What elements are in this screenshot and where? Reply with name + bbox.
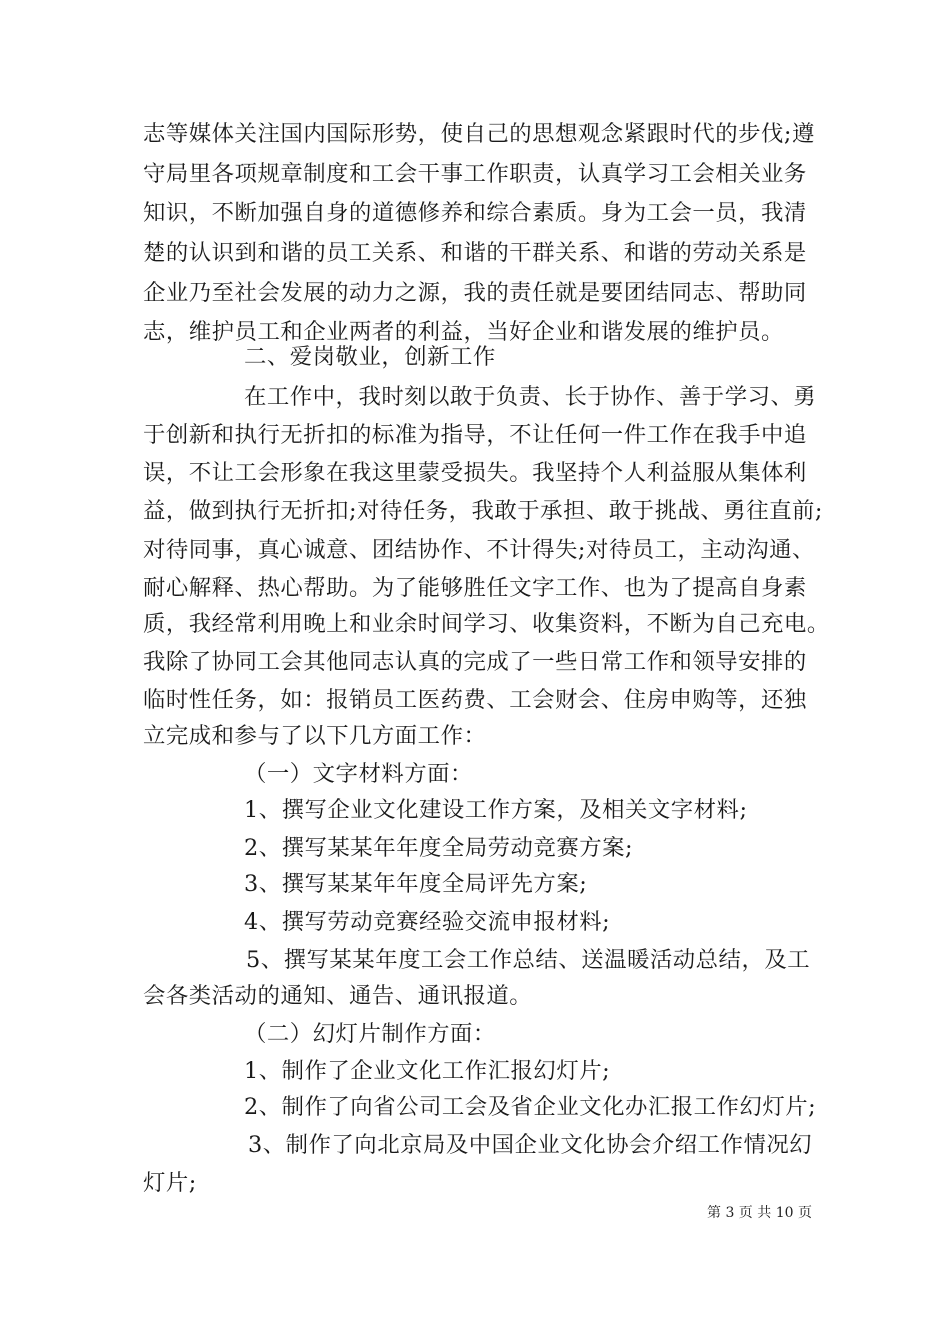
text-line: 误，不让工会形象在我这里蒙受损失。我坚持个人利益服从集体利: [143, 460, 807, 486]
text-line: 耐心解释、热心帮助。为了能够胜任文字工作、也为了提高自身素: [143, 575, 807, 601]
text-line: 楚的认识到和谐的员工关系、和谐的干群关系、和谐的劳动关系是: [143, 240, 807, 266]
list-item: 1、制作了企业文化工作汇报幻灯片;: [244, 1058, 611, 1084]
text-line: 我除了协同工会其他同志认真的完成了一些日常工作和领导安排的: [143, 649, 807, 675]
list-item: 3、撰写某某年年度全局评先方案;: [244, 871, 588, 897]
text-line: 立完成和参与了以下几方面工作：: [143, 723, 487, 749]
subsection-heading: （二）幻灯片制作方面：: [244, 1021, 496, 1047]
subsection-heading: （一）文字材料方面：: [244, 761, 473, 787]
text-line: 质，我经常利用晚上和业余时间学习、收集资料，不断为自己充电。: [143, 611, 830, 637]
text-line: 企业乃至社会发展的动力之源，我的责任就是要团结同志、帮助同: [143, 280, 807, 306]
list-item: 2、撰写某某年年度全局劳动竞赛方案;: [244, 835, 634, 861]
text-line: 会各类活动的通知、通告、通讯报道。: [143, 983, 533, 1009]
text-line: 志，维护员工和企业两者的利益，当好企业和谐发展的维护员。: [143, 319, 784, 345]
text-line: 守局里各项规章制度和工会干事工作职责，认真学习工会相关业务: [143, 161, 807, 187]
list-item: 1、撰写企业文化建设工作方案，及相关文字材料;: [244, 797, 748, 823]
text-line: 志等媒体关注国内国际形势，使自己的思想观念紧跟时代的步伐;遵: [143, 121, 815, 147]
page-number: 第 3 页 共 10 页: [707, 1205, 812, 1221]
list-item: 2、制作了向省公司工会及省企业文化办汇报工作幻灯片;: [244, 1094, 817, 1120]
list-item: 5、撰写某某年度工会工作总结、送温暖活动总结，及工: [246, 947, 811, 973]
text-line: 益，做到执行无折扣;对待任务，我敢于承担、敢于挑战、勇往直前;: [143, 498, 823, 524]
text-line: 对待同事，真心诚意、团结协作、不计得失;对待员工，主动沟通、: [143, 537, 815, 563]
text-line: 灯片;: [143, 1170, 197, 1196]
paragraph-first-line: 在工作中，我时刻以敢于负责、长于协作、善于学习、勇: [244, 384, 817, 410]
text-line: 于创新和执行无折扣的标准为指导，不让任何一件工作在我手中追: [143, 422, 807, 448]
section-heading: 二、爱岗敬业，创新工作: [244, 344, 496, 370]
list-item: 4、撰写劳动竞赛经验交流申报材料;: [244, 909, 611, 935]
list-item: 3、制作了向北京局及中国企业文化协会介绍工作情况幻: [248, 1132, 813, 1158]
text-line: 临时性任务，如：报销员工医药费、工会财会、住房申购等，还独: [143, 687, 807, 713]
text-line: 知识，不断加强自身的道德修养和综合素质。身为工会一员，我清: [143, 200, 807, 226]
